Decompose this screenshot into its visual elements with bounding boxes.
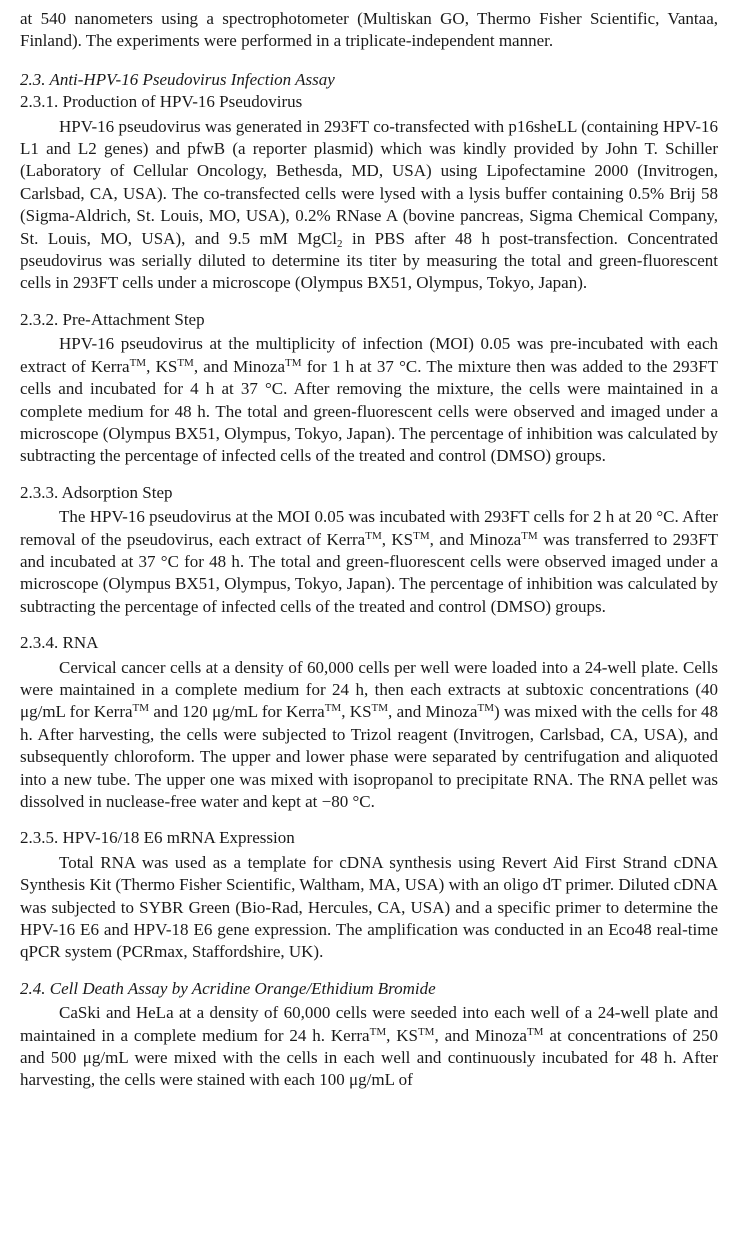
paragraph-cell-death: CaSki and HeLa at a density of 60,000 cells were seeded into each well of a 24-well plate and maintained in a complete medium for 24 h. Kerra™, KS™, and Minoza™ at concentrations of 250 and 500 μg/mL were mixed with the cells in each well and continuously incubated for 48 h. After harvesting, the cells were stained with each 100 μg/mL of: [20, 1003, 718, 1090]
section-heading-2-3-1: 2.3.1. Production of HPV-16 Pseudovirus: [20, 92, 303, 112]
section-heading-2-3: 2.3. Anti-HPV-16 Pseudovirus Infection Assay: [20, 69, 335, 89]
section-heading-2-3-3: 2.3.3. Adsorption Step: [20, 482, 173, 502]
paragraph-intro: at 540 nanometers using a spectrophotometer (Multiskan GO, Thermo Fisher Scientific, Vantaa, Finland). The experiments were performed in a triplicate-independent manner.: [20, 9, 718, 51]
section-heading-2-3-2: 2.3.2. Pre-Attachment Step: [20, 309, 205, 329]
paragraph-e6-expression: Total RNA was used as a template for cDNA synthesis using Revert Aid First Strand cDNA Synthesis Kit (Thermo Fisher Scientific, Waltham, MA, USA) with an oligo dT primer. Diluted cDNA was subjected to SYBR Green (Bio-Rad, Hercules, CA, USA) and a specific primer to determine the HPV-16 E6 and HPV-18 E6 gene expression. The amplification was conducted in an Eco48 real-time qPCR system (PCRmax, Staffordshire, UK).: [20, 852, 718, 962]
paragraph-pseudovirus-production: HPV-16 pseudovirus was generated in 293FT co-transfected with p16sheLL (containing HPV-16 L1 and L2 genes) and pfwB (a reporter plasmid) which was kindly provided by John T. Schiller (Laboratory of Cellular Oncology, Bethesda, MD, USA) using Lipofectamine 2000 (Invitrogen, Carlsbad, CA, USA). The co-transfected cells were lysed with a lysis buffer containing 0.5% Brij 58 (Sigma-Aldrich, St. Louis, MO, USA), 0.2% RNase A (bovine pancreas, Sigma Chemical Company, St. Louis, MO, USA), and 9.5 mM MgCl$_2$ in PBS after 48 h post-transfection. Concentrated pseudovirus was serially diluted to determine its titer by measuring the total and green-fluorescent cells in 293FT cells under a microscope (Olympus BX51, Olympus, Tokyo, Japan).: [20, 116, 719, 293]
paragraph-adsorption: The HPV-16 pseudovirus at the MOI 0.05 was incubated with 293FT cells for 2 h at 20 °C. After removal of the pseudovirus, each extract of Kerra™, KS™, and Minoza™ was transferred to 293FT and incubated at 37 °C for 48 h. The total and green-fluorescent cells were observed imaged under a microscope (Olympus BX51, Olympus, Tokyo, Japan). The percentage of inhibition was calculated by subtracting the percentage of infected cells of the treated and control (DMSO) groups.: [20, 507, 719, 616]
paragraph-pre-attachment: HPV-16 pseudovirus at the multiplicity of infection (MOI) 0.05 was pre-incubated with each extract of Kerra™, KS™, and Minoza™ for 1 h at 37 °C. The mixture then was added to the 293FT cells and incubated for 4 h at 37 °C. After removing the mixture, the cells were maintained in a complete medium for 48 h. The total and green-fluorescent cells were observed and imaged under a microscope (Olympus BX51, Olympus, Tokyo, Japan). The percentage of inhibition was calculated by subtracting the percentage of infected cells of the treated and control (DMSO) groups.: [20, 334, 718, 466]
section-heading-2-4: 2.4. Cell Death Assay by Acridine Orange/Ethidium Bromide: [20, 978, 436, 998]
section-heading-2-3-4: 2.3.4. RNA: [20, 633, 99, 653]
section-heading-2-3-5: 2.3.5. HPV-16/18 E6 mRNA Expression: [20, 828, 295, 848]
paragraph-rna: Cervical cancer cells at a density of 60,000 cells per well were loaded into a 24-well plate. Cells were maintained in a complete medium for 24 h, then each extracts at subtoxic concentrations (40 μg/mL for Kerra™ and 120 μg/mL for Kerra™, KS™, and Minoza™) was mixed with the cells for 48 h. After harvesting, the cells were subjected to Trizol reagent (Invitrogen, Carlsbad, CA, USA), and subsequently chloroform. The upper and lower phase were separated by centrifugation and aliquoted into a new tube. The upper one was mixed with isopropanol to precipitate RNA. The RNA pellet was dissolved in nuclease-free water and kept at −80 °C.: [20, 657, 719, 811]
